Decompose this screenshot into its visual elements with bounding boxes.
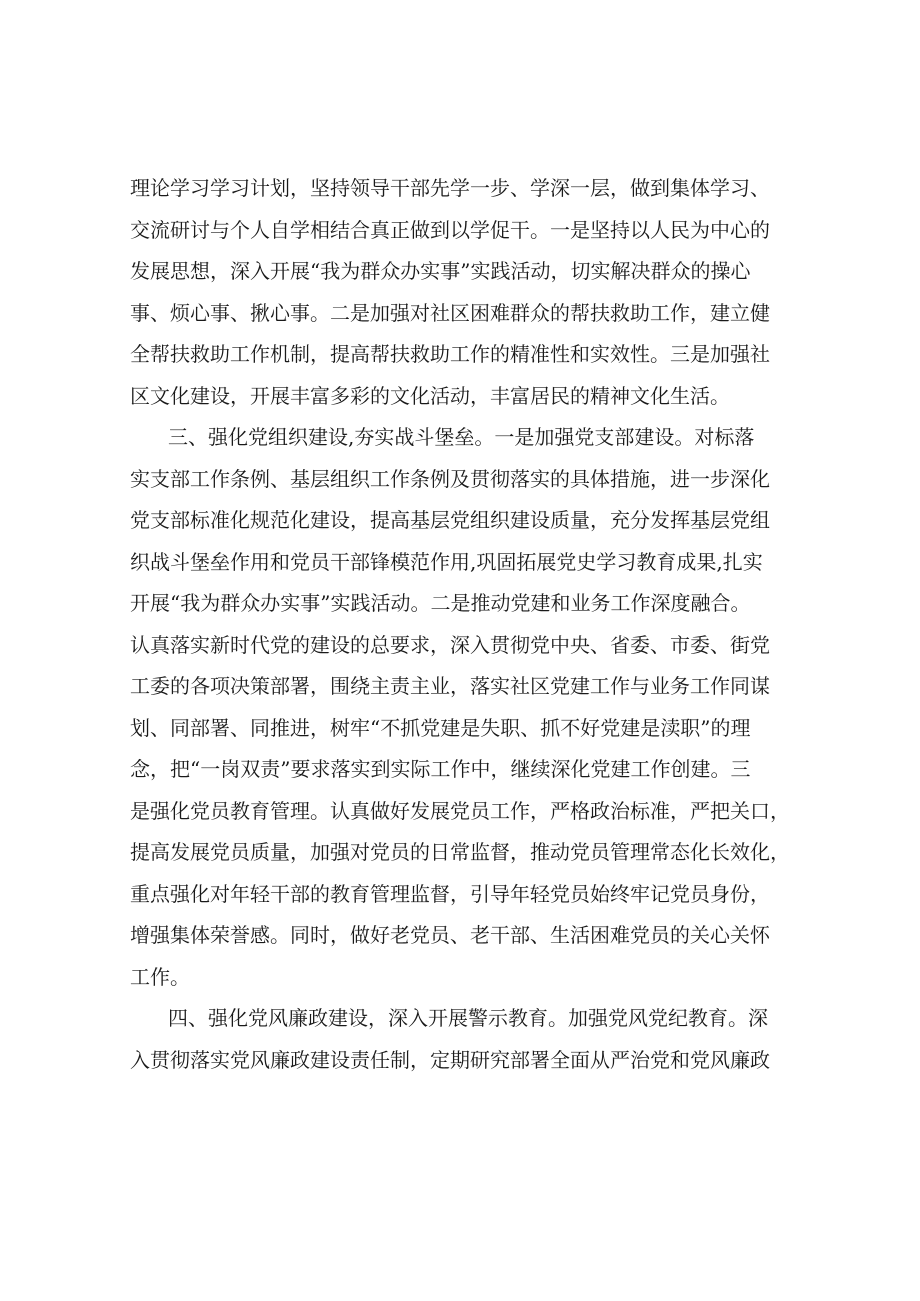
text-line: 实支部工作条例、基层组织工作条例及贯彻落实的具体措施，进一步深化 [130,466,770,491]
text-line: 开展“我为群众办实事”实践活动。二是推动党建和业务工作深度融合。 [130,591,751,615]
text-line: 增强集体荣誉感。同时，做好老党员、老干部、生活困难党员的关心关怀 [130,923,770,947]
text-line: 划、同部署、同推进，树牢“不抓党建是失职、抓不好党建是渎职”的理 [130,715,751,740]
text-line: 理论学习学习计划，坚持领导干部先学一步、学深一层，做到集体学习、 [130,176,770,200]
text-line: 织战斗堡垒作用和党员干部锋模范作用,巩固拓展党史学习教育成果,扎实 [130,549,763,574]
text-line: 念，把“一岗双责”要求落实到实际工作中，继续深化党建工作创建。三 [130,757,751,781]
text-line: 区文化建设，开展丰富多彩的文化活动，丰富居民的精神文化生活。 [130,383,730,408]
text-line: 提高发展党员质量，加强对党员的日常监督，推动党员管理常态化长效化， [130,840,790,864]
text-line: 党支部标准化规范化建设，提高基层党组织建设质量，充分发挥基层党组 [130,508,770,532]
text-line: 交流研讨与个人自学相结合真正做到以学促干。一是坚持以人民为中心的 [130,217,770,242]
section-heading-line: 四、强化党风廉政建设，深入开展警示教育。加强党风党纪教育。深 [168,1006,768,1030]
section-heading-line: 三、强化党组织建设,夯实战斗堡垒。一是加强党支部建设。对标落 [168,425,755,449]
text-line: 重点强化对年轻干部的教育管理监督，引导年轻党员始终牢记党员身份， [130,881,770,906]
text-line: 工委的各项决策部署，围绕主责主业，落实社区党建工作与业务工作同谋 [130,674,770,698]
text-line: 是强化党员教育管理。认真做好发展党员工作，严格政治标准，严把关口， [130,798,790,823]
text-line: 入贯彻落实党风廉政建设责任制，定期研究部署全面从严治党和党风廉政 [130,1047,770,1072]
text-line: 工作。 [130,964,190,989]
body-text [130,168,830,1081]
text-line: 发展思想，深入开展“我为群众办实事”实践活动，切实解决群众的操心 [130,259,751,283]
text-line: 全帮扶救助工作机制，提高帮扶救助工作的精准性和实效性。三是加强社 [130,342,770,366]
text-line: 认真落实新时代党的建设的总要求，深入贯彻党中央、省委、市委、街党 [130,632,770,657]
text-line: 事、烦心事、揪心事。二是加强对社区困难群众的帮扶救助工作，建立健 [130,300,770,325]
